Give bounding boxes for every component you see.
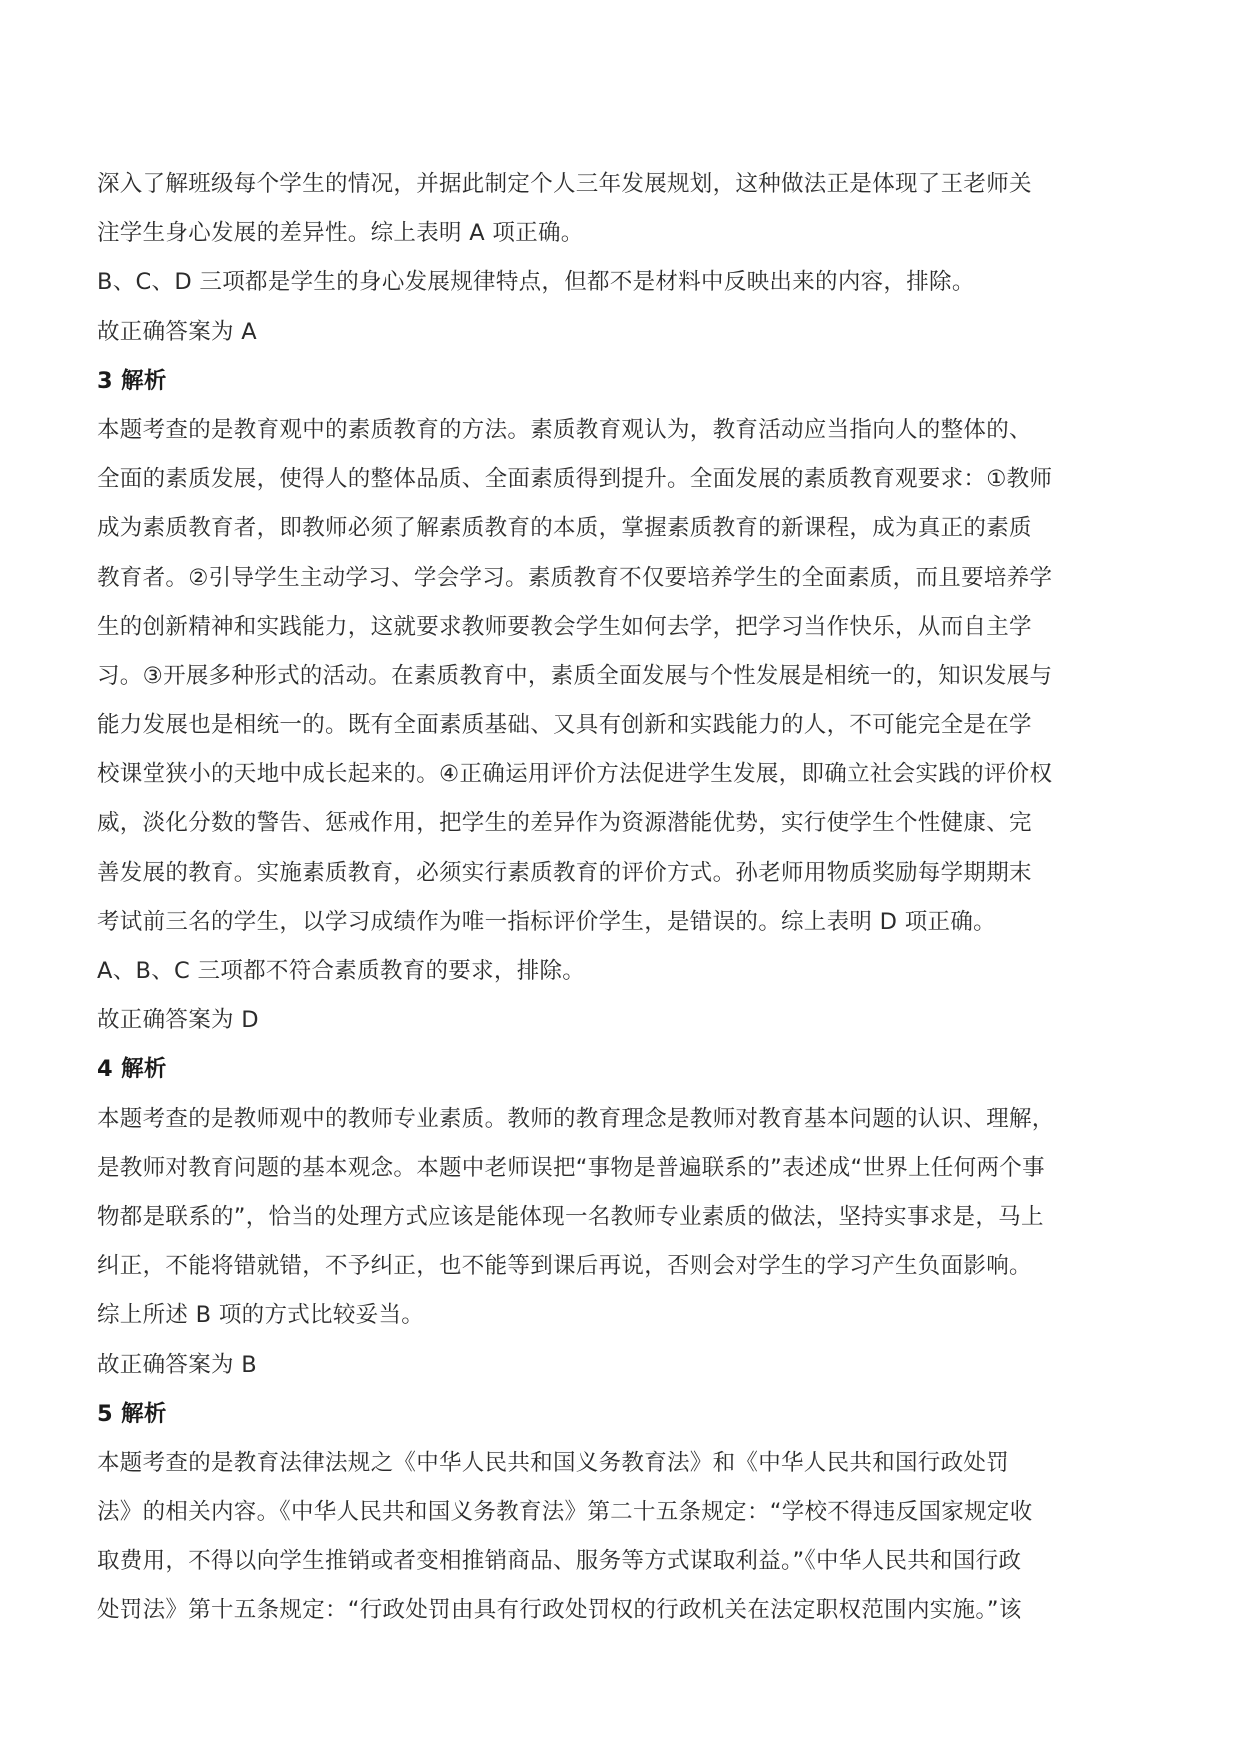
text-line: 纠正，不能将错就错，不予纠正，也不能等到课后再说，否则会对学生的学习产生负面影响。 bbox=[97, 1253, 1032, 1280]
text-line: 成为素质教育者，即教师必须了解素质教育的本质，掌握素质教育的新课程，成为真正的素质 bbox=[97, 515, 1032, 542]
text-line: 物都是联系的”，恰当的处理方式应该是能体现一名教师专业素质的做法，坚持实事求是，马上 bbox=[97, 1203, 1044, 1230]
text-line: 威，淡化分数的警告、惩戒作用，把学生的差异作为资源潜能优势，实行使学生个性健康、完 bbox=[97, 810, 1032, 837]
text-line: 生的创新精神和实践能力，这就要求教师要教会学生如何去学，把学习当作快乐，从而自主学 bbox=[97, 613, 1032, 640]
paragraph bbox=[97, 1341, 1147, 1390]
text-line: A、B、C 三项都不符合素质教育的要求，排除。 bbox=[97, 958, 586, 984]
paragraph bbox=[97, 160, 1147, 258]
text-line: 注学生身心发展的差异性。综上表明 A 项正确。 bbox=[97, 220, 584, 247]
section-heading bbox=[97, 1045, 1147, 1094]
text-line: 本题考查的是教育观中的素质教育的方法。素质教育观认为，教育活动应当指向人的整体的、 bbox=[97, 416, 1032, 443]
paragraph bbox=[97, 308, 1147, 357]
heading-text: 3 解析 bbox=[97, 367, 167, 394]
text-line: 考试前三名的学生，以学习成绩作为唯一指标评价学生，是错误的。综上表明 D 项正确。 bbox=[97, 908, 996, 935]
document-page bbox=[97, 160, 1147, 1636]
text-line: 故正确答案为 D bbox=[97, 1007, 259, 1034]
text-line: 能力发展也是相统一的。既有全面素质基础、又具有创新和实践能力的人，不可能完全是在学 bbox=[97, 712, 1032, 739]
text-line: 深入了解班级每个学生的情况，并据此制定个人三年发展规划，这种做法正是体现了王老师关 bbox=[97, 171, 1032, 197]
text-line: 本题考查的是教师观中的教师专业素质。教师的教育理念是教师对教育基本问题的认识、理解， bbox=[97, 1105, 1055, 1132]
text-line: 本题考查的是教育法律法规之《中华人民共和国义务教育法》和《中华人民共和国行政处罚 bbox=[97, 1449, 1010, 1476]
section-heading bbox=[97, 1390, 1147, 1439]
text-line: 习。③开展多种形式的活动。在素质教育中，素质全面发展与个性发展是相统一的，知识发展与 bbox=[97, 662, 1053, 689]
text-line: 法》的相关内容。《中华人民共和国义务教育法》第二十五条规定：“学校不得违反国家规定收 bbox=[97, 1499, 1033, 1526]
text-line: 故正确答案为 B bbox=[97, 1351, 257, 1378]
heading-text: 5 解析 bbox=[97, 1400, 167, 1427]
paragraph bbox=[97, 996, 1147, 1045]
text-line: 善发展的教育。实施素质教育，必须实行素质教育的评价方式。孙老师用物质奖励每学期期末 bbox=[97, 859, 1032, 886]
section-heading bbox=[97, 357, 1147, 406]
paragraph bbox=[97, 1095, 1147, 1341]
heading-text: 4 解析 bbox=[97, 1056, 167, 1083]
text-line: 教育者。②引导学生主动学习、学会学习。素质教育不仅要培养学生的全面素质，而且要培养学 bbox=[97, 564, 1053, 591]
paragraph bbox=[97, 406, 1147, 947]
text-line: 取费用，不得以向学生推销或者变相推销商品、服务等方式谋取利益。”《中华人民共和国行政 bbox=[97, 1548, 1022, 1575]
text-line: 是教师对教育问题的基本观念。本题中老师误把“事物是普遍联系的”表述成“世界上任何两个事 bbox=[97, 1154, 1045, 1181]
text-line: 处罚法》第十五条规定：“行政处罚由具有行政处罚权的行政机关在法定职权范围内实施。”该 bbox=[97, 1597, 1022, 1624]
paragraph bbox=[97, 258, 1147, 307]
text-line: 故正确答案为 A bbox=[97, 318, 257, 345]
text-line: 综上所述 B 项的方式比较妥当。 bbox=[97, 1302, 425, 1329]
text-line: B、C、D 三项都是学生的身心发展规律特点，但都不是材料中反映出来的内容，排除。 bbox=[97, 269, 975, 296]
text-line: 全面的素质发展，使得人的整体品质、全面素质得到提升。全面发展的素质教育观要求：①教师 bbox=[97, 466, 1053, 493]
paragraph bbox=[97, 1439, 1147, 1636]
text-line: 校课堂狭小的天地中成长起来的。④正确运用评价方法促进学生发展，即确立社会实践的评价权 bbox=[97, 761, 1053, 788]
paragraph bbox=[97, 947, 1147, 996]
